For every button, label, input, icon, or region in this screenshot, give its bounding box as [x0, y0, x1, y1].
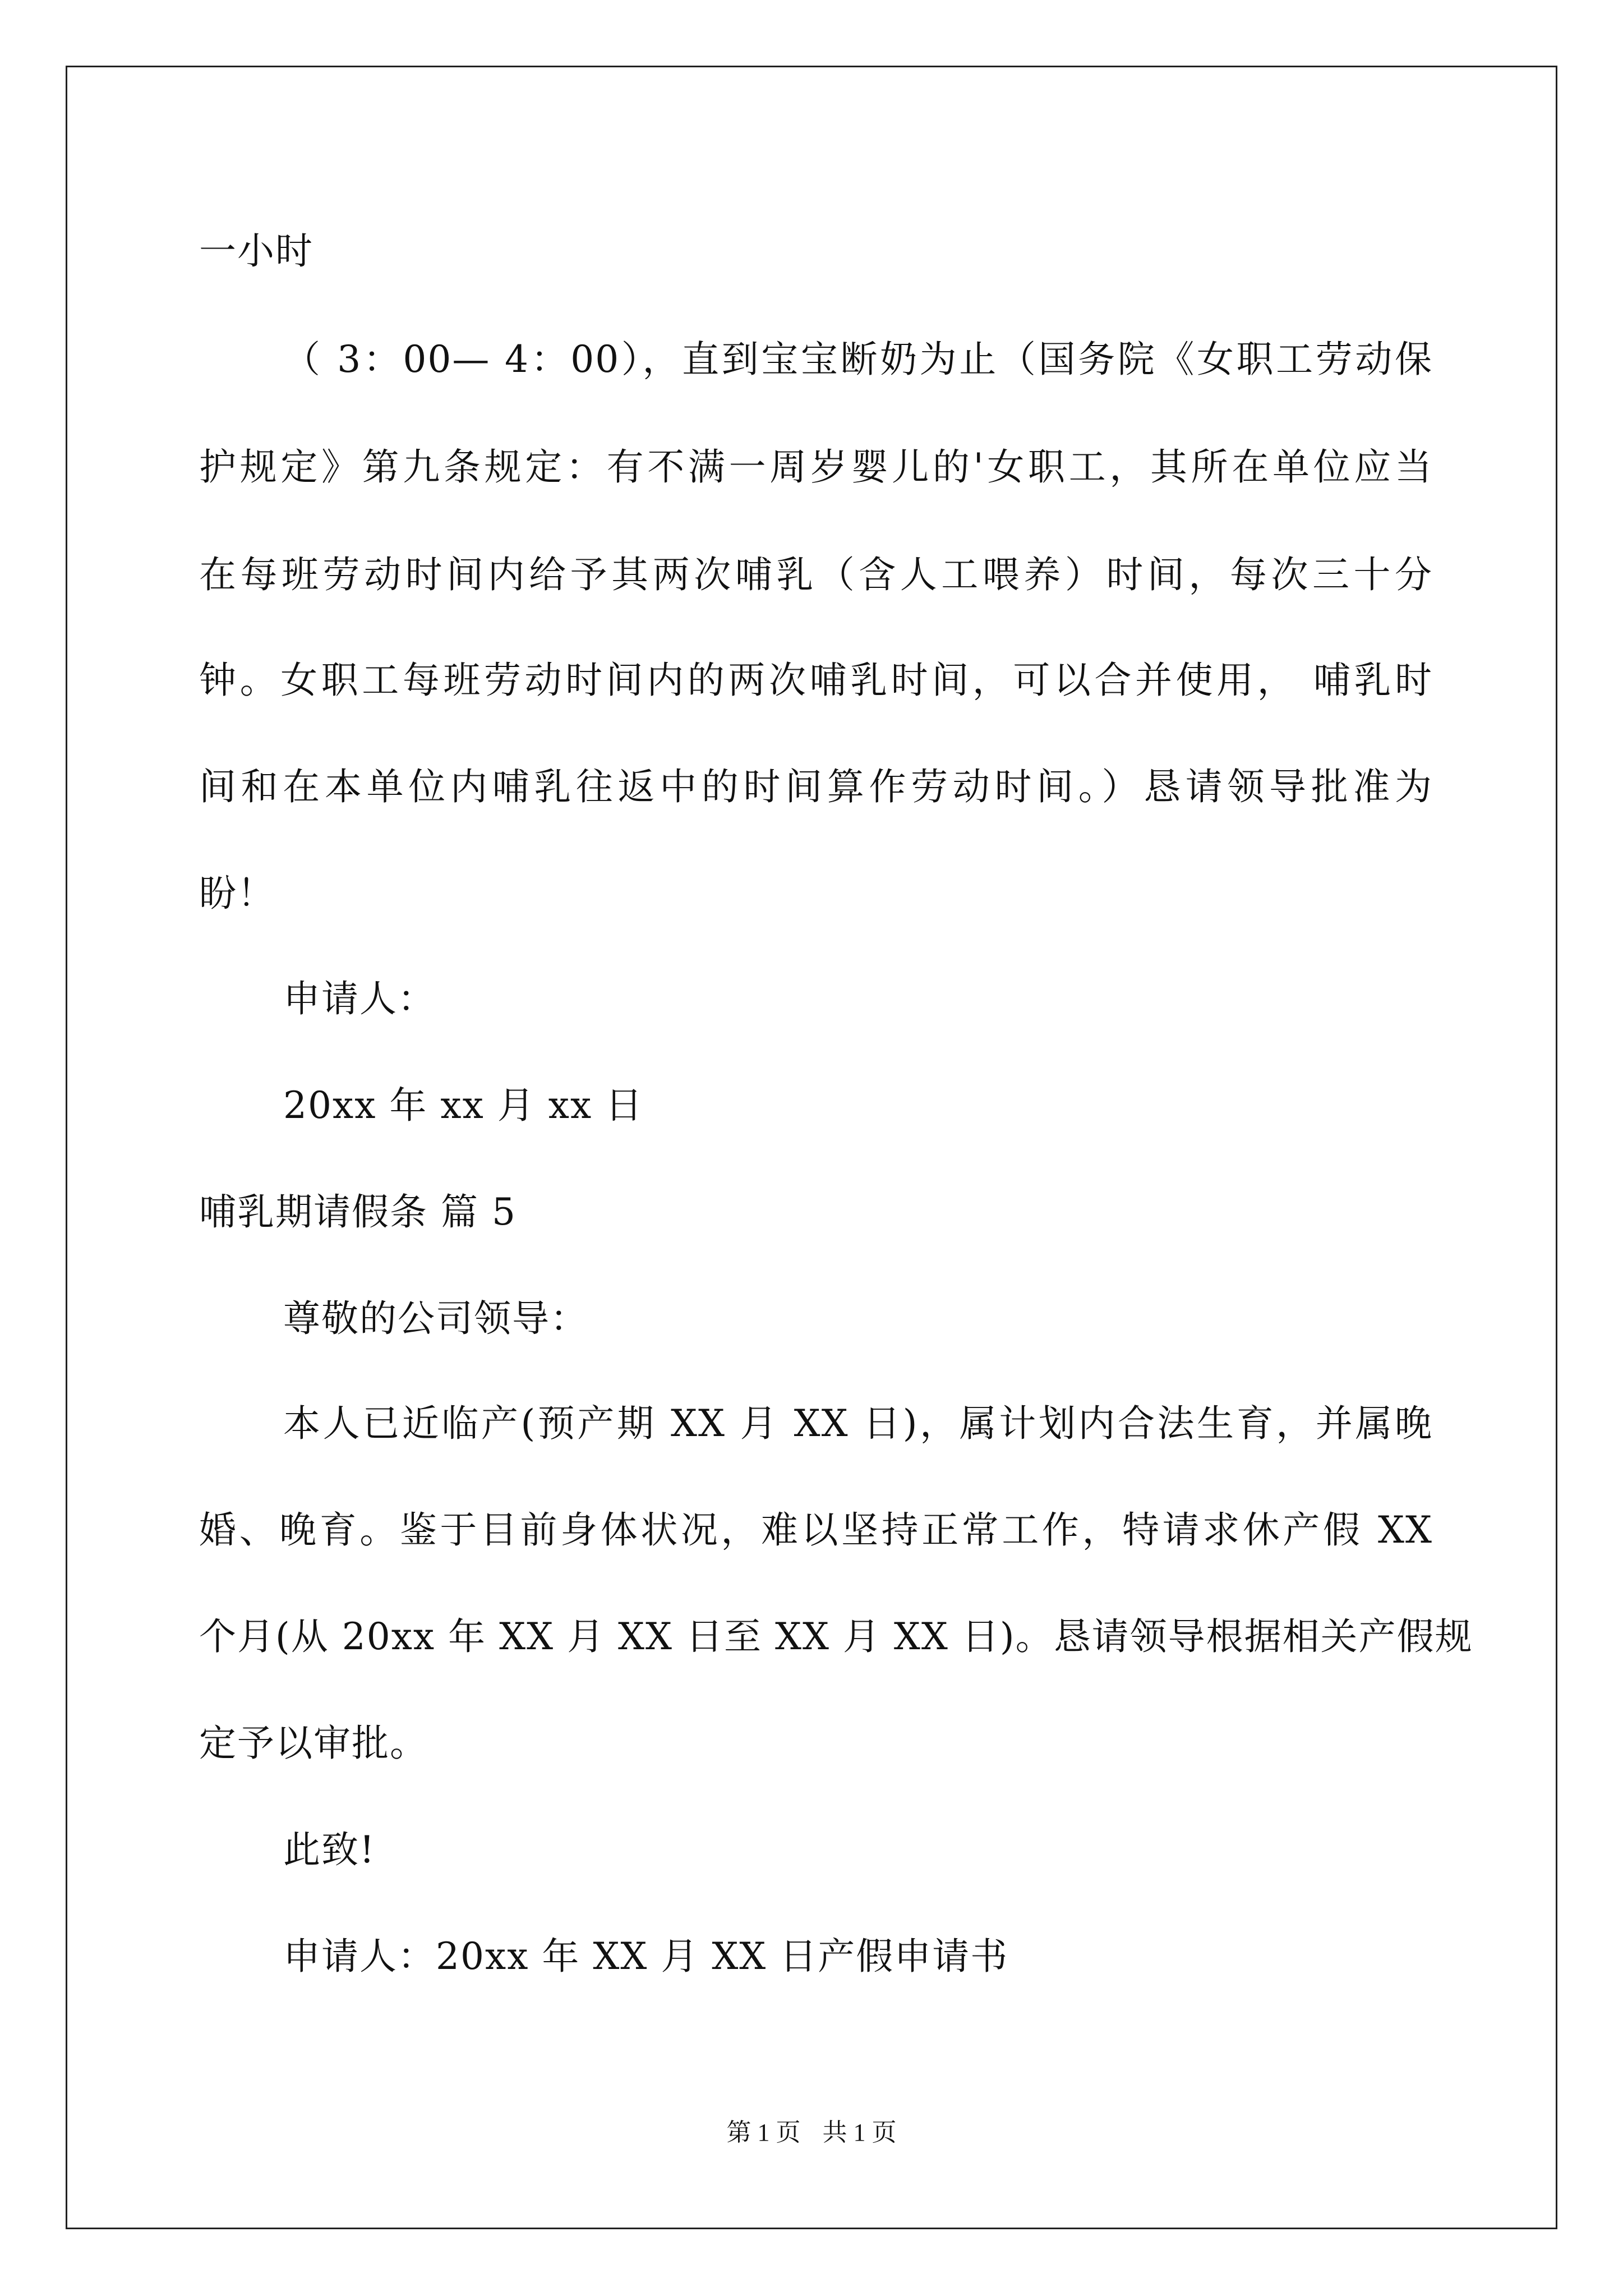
text-line-6: 间和在本单位内哺乳往返中的时间算作劳动时间。）恳请领导批准为 — [199, 765, 1433, 808]
applicant-label: 申请人： — [283, 977, 436, 1020]
text-line-15: 定予以审批。 — [199, 1722, 428, 1765]
text-line-2: （ 3：00— 4：00），直到宝宝断奶为止（国务院《女职工劳动保 — [283, 338, 1433, 381]
text-line-13: 婚、晚育。鉴于目前身体状况，难以坚持正常工作，特请求休产假 XX — [199, 1508, 1433, 1552]
signature-line: 申请人：20xx 年 XX 月 XX 日产假申请书 — [283, 1935, 1009, 1978]
text-line-1: 一小时 — [199, 229, 313, 273]
page-border — [66, 66, 1557, 2229]
text-line-4: 在每班劳动时间内给予其两次哺乳（含人工喂养）时间，每次三十分 — [199, 553, 1433, 596]
date-line: 20xx 年 xx 月 xx 日 — [283, 1084, 644, 1127]
text-line-12: 本人已近临产(预产期 XX 月 XX 日)，属计划内合法生育，并属晚 — [283, 1402, 1433, 1445]
page-total: 共 1 页 — [822, 2119, 897, 2146]
text-line-3: 护规定》第九条规定：有不满一周岁婴儿的'女职工，其所在单位应当 — [199, 445, 1433, 489]
text-line-7: 盼！ — [199, 872, 275, 915]
closing: 此致! — [283, 1828, 376, 1871]
page-footer — [0, 2112, 1623, 2148]
section-heading: 哺乳期请假条 篇 5 — [199, 1190, 517, 1234]
text-line-14: 个月(从 20xx 年 XX 月 XX 日至 XX 月 XX 日)。恳请领导根据相关产假规 — [199, 1615, 1473, 1658]
page-number: 第 1 页 — [726, 2119, 801, 2146]
text-line-5: 钟。女职工每班劳动时间内的两次哺乳时间，可以合并使用， 哺乳时 — [199, 659, 1433, 702]
salutation: 尊敬的公司领导： — [283, 1297, 588, 1340]
